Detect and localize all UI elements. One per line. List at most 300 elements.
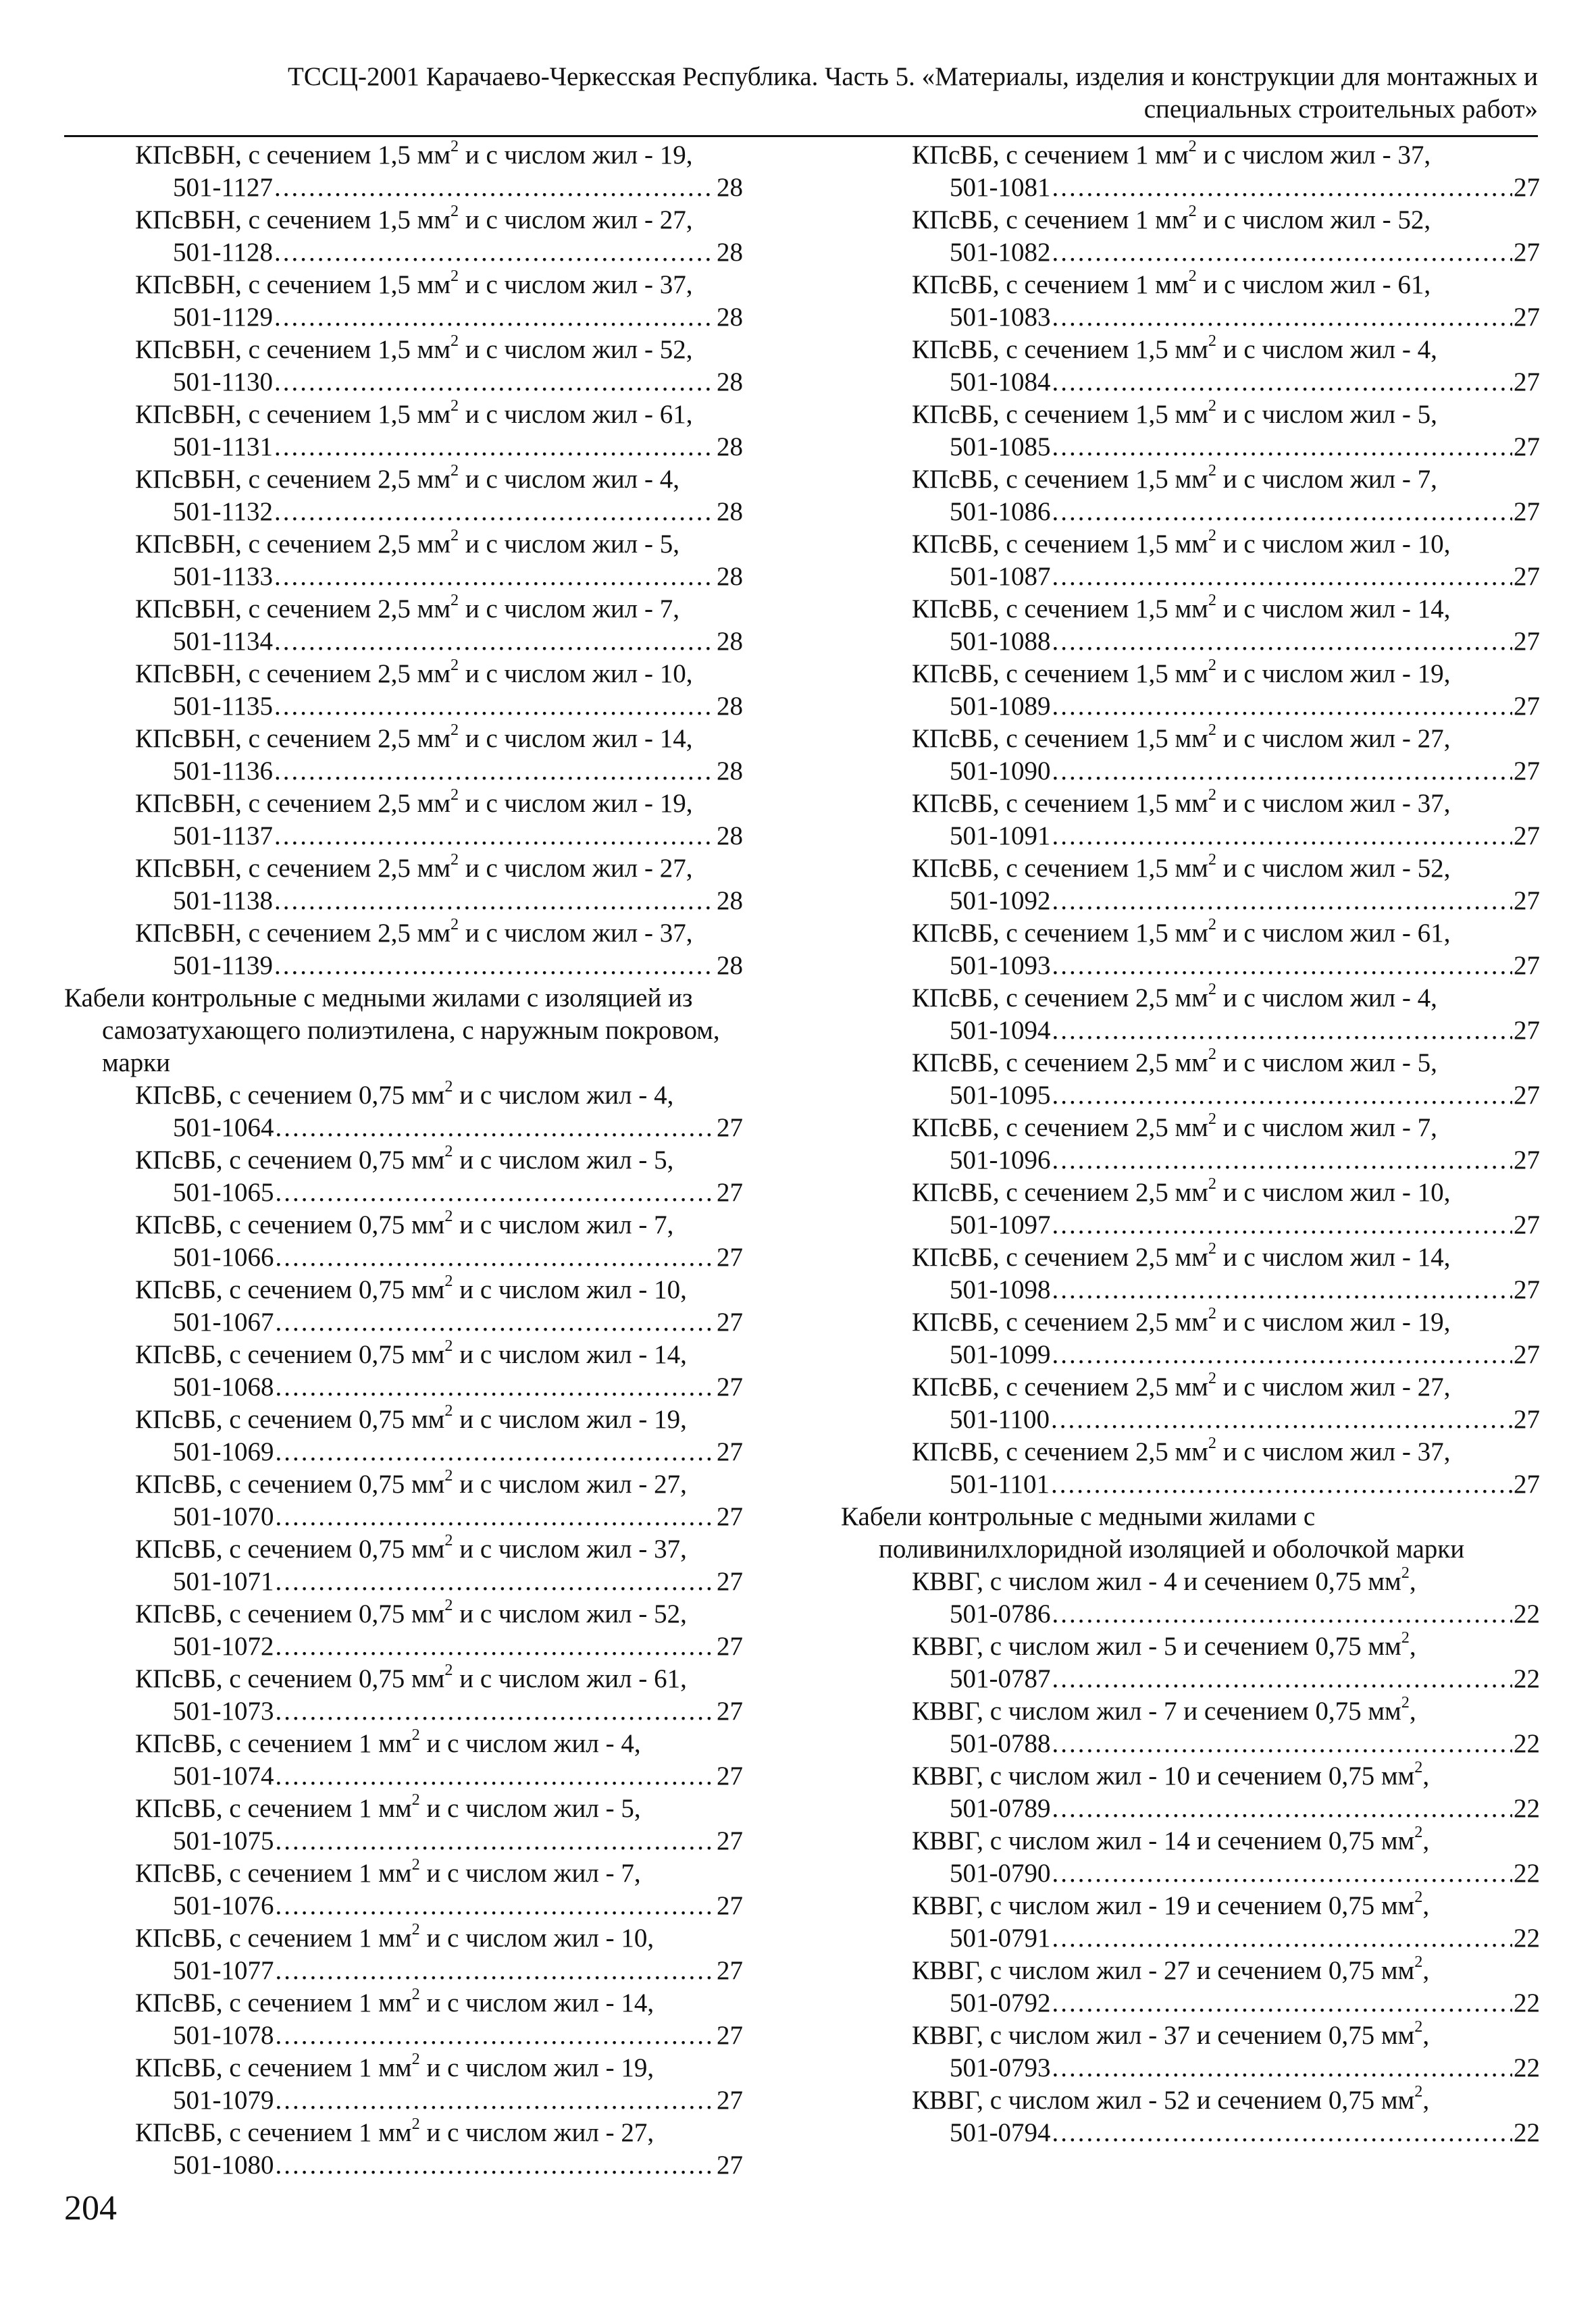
entry-brand: КПсВБ <box>912 400 993 429</box>
entry-code: 501-0787 <box>950 1664 1051 1693</box>
entry-description: КПсВБ, с сечением 0,75 $мм^2$ и с числом жил - 7, <box>135 1207 674 1239</box>
entry-description: КВВГ, с числом жил - 52 и сечением 0,75 $мм^2$, <box>912 2082 1430 2115</box>
entry-condition-rest: и с числом жил - 14, <box>1216 594 1451 623</box>
entry-superscript: 2 <box>444 1142 453 1161</box>
dot-leader <box>1052 172 1513 204</box>
entry-condition: с сечением 1 мм <box>1006 205 1189 234</box>
entry-brand: КПсВБ <box>912 919 993 948</box>
entry-condition: с сечением 2,5 мм <box>248 919 451 948</box>
entry-condition-rest: и с числом жил - 27, <box>1216 724 1451 753</box>
entry-page: 27 <box>1514 1405 1540 1434</box>
entry-condition: с сечением 0,75 мм <box>229 1470 445 1499</box>
entry-superscript: 2 <box>444 1337 453 1356</box>
entry-condition: с сечением 1,5 мм <box>1006 335 1208 364</box>
entry-condition-rest: и с числом жил - 61, <box>459 400 693 429</box>
entry-code: 501-1097 <box>950 1210 1051 1239</box>
entry-code: 501-1098 <box>950 1275 1051 1304</box>
dot-leader <box>274 366 715 398</box>
entry-reference <box>135 690 743 723</box>
entry-condition: с сечением 1,5 мм <box>248 205 451 234</box>
entry-condition-rest: и с числом жил - 5, <box>1216 1048 1437 1077</box>
entry-brand: КПсВБ <box>135 1729 216 1758</box>
index-entry <box>841 269 1540 334</box>
entry-code: 501-1133 <box>173 562 274 591</box>
entry-superscript: 2 <box>1414 1758 1423 1777</box>
dot-leader <box>1051 1404 1512 1436</box>
entry-page: 27 <box>717 1502 743 1531</box>
entry-description: КПсВБ, с сечением 2,5 $мм^2$ и с числом жил - 4, <box>912 980 1437 1012</box>
entry-brand: КПсВБ <box>912 594 993 623</box>
dot-leader <box>1052 1598 1513 1630</box>
entry-condition: с сечением 1 мм <box>229 1859 412 1888</box>
dot-leader <box>274 172 715 204</box>
entry-page: 28 <box>717 756 743 786</box>
entry-brand: КПсВБ <box>912 789 993 818</box>
entry-condition-rest: и с числом жил - 14, <box>453 1340 687 1369</box>
entry-code: 501-0792 <box>950 1988 1051 2017</box>
entry-code: 501-0791 <box>950 1924 1051 1953</box>
entry-condition-rest: и с числом жил - 4, <box>453 1081 674 1110</box>
entry-condition-rest: , <box>1422 1762 1430 1791</box>
entry-brand: КПсВБ <box>135 1535 216 1564</box>
entry-superscript: 2 <box>411 1791 420 1809</box>
index-entry <box>841 1371 1540 1436</box>
entry-page: 28 <box>717 951 743 980</box>
entry-brand: КПсВБ <box>912 335 993 364</box>
entry-page: 27 <box>1514 303 1540 332</box>
entry-superscript: 2 <box>1208 591 1216 610</box>
entry-code: 501-1138 <box>173 886 274 915</box>
entry-condition: с сечением 0,75 мм <box>229 1081 445 1110</box>
entry-reference <box>912 2117 1540 2149</box>
entry-brand: КВВГ <box>912 1697 977 1726</box>
dot-leader <box>1052 1793 1513 1825</box>
entry-brand: КПсВБН <box>135 919 236 948</box>
entry-description: КПсВБН, с сечением 2,5 $мм^2$ и с числом жил - 27, <box>135 850 693 883</box>
dot-leader <box>1052 366 1513 398</box>
entry-condition: с сечением 2,5 мм <box>248 594 451 623</box>
entry-description: КПсВБН, с сечением 2,5 $мм^2$ и с числом жил - 37, <box>135 915 693 948</box>
entry-brand: КПсВБ <box>912 1372 993 1402</box>
entry-condition-rest: и с числом жил - 19, <box>459 140 693 170</box>
entry-brand: КВВГ <box>912 1891 977 1920</box>
entry-condition-rest: и с числом жил - 19, <box>1216 659 1451 688</box>
index-entry <box>64 398 743 463</box>
entry-reference <box>912 1987 1540 2020</box>
page-number: 204 <box>64 2189 117 2228</box>
entry-brand: КПсВБ <box>135 1599 216 1628</box>
entry-condition-rest: и с числом жил - 19, <box>459 789 693 818</box>
entry-reference <box>912 755 1540 788</box>
entry-condition-rest: и с числом жил - 61, <box>453 1664 687 1693</box>
entry-reference <box>135 431 743 463</box>
entry-description: КВВГ, с числом жил - 7 и сечением 0,75 $мм^2$, <box>912 1693 1416 1726</box>
entry-description: КПсВБ, с сечением 1 $мм^2$ и с числом жил - 19, <box>135 2050 654 2082</box>
entry-superscript: 2 <box>1188 267 1197 286</box>
entry-brand: КПсВБ <box>912 1437 993 1466</box>
entry-code: 501-1067 <box>173 1308 274 1337</box>
entry-reference <box>912 1209 1540 1241</box>
entry-description: КПсВБ, с сечением 1 $мм^2$ и с числом жил - 10, <box>135 1920 654 1953</box>
entry-reference <box>912 1598 1540 1630</box>
entry-description: КПсВБ, с сечением 1 $мм^2$ и с числом жил - 7, <box>135 1855 641 1888</box>
entry-condition: с числом жил - 14 и сечением 0,75 мм <box>989 1826 1415 1855</box>
entry-condition: с сечением 2,5 мм <box>1006 1243 1208 1272</box>
entry-description: КВВГ, с числом жил - 27 и сечением 0,75 $мм^2$, <box>912 1953 1430 1985</box>
entry-condition-rest: и с числом жил - 52, <box>459 335 693 364</box>
entry-condition-rest: и с числом жил - 5, <box>459 530 680 559</box>
dot-leader <box>1052 1079 1513 1112</box>
entry-code: 501-1076 <box>173 1891 274 1920</box>
entry-code: 501-1095 <box>950 1081 1051 1110</box>
entry-description: КПсВБ, с сечением 2,5 $мм^2$ и с числом жил - 19, <box>912 1304 1451 1337</box>
entry-condition-rest: и с числом жил - 4, <box>1216 335 1437 364</box>
entry-code: 501-1093 <box>950 951 1051 980</box>
index-entry <box>64 1793 743 1857</box>
entry-page: 27 <box>1514 173 1540 202</box>
index-entry <box>841 1306 1540 1371</box>
entry-reference <box>912 431 1540 463</box>
entry-description: КПсВБН, с сечением 2,5 $мм^2$ и с числом жил - 10, <box>135 656 693 688</box>
entry-brand: КВВГ <box>912 2021 977 2050</box>
entry-page: 22 <box>1514 1794 1540 1823</box>
entry-condition-rest: , <box>1422 2086 1430 2115</box>
dot-leader <box>276 2149 716 2182</box>
entry-description: КПсВБН, с сечением 1,5 $мм^2$ и с числом жил - 61, <box>135 396 693 429</box>
entry-brand: КПсВБ <box>912 270 993 299</box>
entry-brand: КПсВБ <box>912 1048 993 1077</box>
entry-condition-rest: и с числом жил - 7, <box>1216 465 1437 494</box>
entry-superscript: 2 <box>411 1985 420 2004</box>
entry-reference <box>912 561 1540 593</box>
entry-condition-rest: и с числом жил - 10, <box>459 659 693 688</box>
entry-code: 501-0788 <box>950 1729 1051 1758</box>
entry-page: 28 <box>717 497 743 526</box>
entry-page: 27 <box>717 1372 743 1402</box>
entry-page: 28 <box>717 886 743 915</box>
entry-page: 27 <box>1514 1146 1540 1175</box>
entry-brand: КПсВБН <box>135 659 236 688</box>
dot-leader <box>276 1371 716 1404</box>
entry-code: 501-1101 <box>950 1470 1050 1499</box>
entry-code: 501-1073 <box>173 1697 274 1726</box>
section-heading <box>64 982 743 1079</box>
entry-code: 501-0789 <box>950 1794 1051 1823</box>
entry-superscript: 2 <box>444 1466 453 1485</box>
index-entry <box>841 788 1540 852</box>
index-entry <box>64 1663 743 1728</box>
entry-page: 27 <box>717 1308 743 1337</box>
dot-leader <box>1052 1209 1513 1241</box>
entry-description: КПсВБН, с сечением 2,5 $мм^2$ и с числом жил - 7, <box>135 591 680 623</box>
entry-superscript: 2 <box>1208 1239 1216 1258</box>
entry-brand: КВВГ <box>912 1567 977 1596</box>
entry-page: 22 <box>1514 2053 1540 2082</box>
entry-brand: КПсВБ <box>135 2118 216 2147</box>
entry-brand: КПсВБ <box>135 1794 216 1823</box>
entry-brand: КПсВБН <box>135 400 236 429</box>
entry-code: 501-1069 <box>173 1437 274 1466</box>
entry-code: 501-1070 <box>173 1502 274 1531</box>
entry-reference <box>135 950 743 982</box>
index-entry <box>841 852 1540 917</box>
entry-condition-rest: и с числом жил - 37, <box>1196 140 1431 170</box>
entry-code: 501-1132 <box>173 497 274 526</box>
entry-brand: КПсВБ <box>912 530 993 559</box>
entry-description: КПсВБ, с сечением 0,75 $мм^2$ и с числом жил - 61, <box>135 1661 687 1693</box>
entry-reference <box>135 820 743 852</box>
dot-leader <box>1052 820 1513 852</box>
entry-reference <box>135 366 743 398</box>
entry-reference <box>135 172 743 204</box>
entry-code: 501-1091 <box>950 821 1051 850</box>
entry-condition: с сечением 1 мм <box>1006 270 1189 299</box>
index-entry <box>64 139 743 204</box>
dot-leader <box>1052 1728 1513 1760</box>
entry-condition: с числом жил - 5 и сечением 0,75 мм <box>989 1632 1401 1661</box>
dot-leader <box>1051 1468 1512 1501</box>
entry-superscript: 2 <box>1208 980 1216 999</box>
entry-superscript: 2 <box>444 1077 453 1096</box>
entry-condition-rest: и с числом жил - 4, <box>1216 983 1437 1012</box>
entry-condition: с сечением 1,5 мм <box>248 140 451 170</box>
dot-leader <box>274 820 715 852</box>
entry-condition-rest: и с числом жил - 5, <box>1216 400 1437 429</box>
entry-code: 501-1068 <box>173 1372 274 1402</box>
index-entry <box>64 1533 743 1598</box>
section-heading-line: покровом, марки <box>102 1016 720 1077</box>
entry-superscript: 2 <box>451 915 459 934</box>
index-entry <box>841 528 1540 593</box>
entry-condition-rest: и с числом жил - 27, <box>453 1470 687 1499</box>
entry-brand: КПсВБ <box>135 2053 216 2082</box>
entry-description: КВВГ, с числом жил - 37 и сечением 0,75 $мм^2$, <box>912 2017 1430 2050</box>
entry-page: 27 <box>717 1826 743 1855</box>
entry-brand: КПсВБ <box>912 1178 993 1207</box>
entry-condition-rest: , <box>1409 1632 1416 1661</box>
index-entry <box>841 1241 1540 1306</box>
index-entry <box>64 269 743 334</box>
entry-page: 27 <box>717 1762 743 1791</box>
entry-condition-rest: и с числом жил - 5, <box>453 1146 674 1175</box>
dot-leader <box>276 1890 716 1922</box>
entry-reference <box>135 2084 743 2117</box>
entry-page: 22 <box>1514 1664 1540 1693</box>
index-entry <box>64 658 743 723</box>
entry-superscript: 2 <box>411 2115 420 2134</box>
entry-description: КВВГ, с числом жил - 5 и сечением 0,75 $мм^2$, <box>912 1628 1416 1661</box>
entry-code: 501-0786 <box>950 1599 1051 1628</box>
dot-leader <box>274 885 715 917</box>
dot-leader <box>276 1112 716 1144</box>
entry-description: КПсВБ, с сечением 2,5 $мм^2$ и с числом жил - 10, <box>912 1175 1451 1207</box>
section-heading-line: поливинилхлоридной изоляцией и оболочкой марки <box>879 1535 1465 1564</box>
entry-condition: с сечением 0,75 мм <box>229 1275 445 1304</box>
entry-superscript: 2 <box>411 1855 420 1874</box>
entry-superscript: 2 <box>451 591 459 610</box>
entry-superscript: 2 <box>451 786 459 804</box>
entry-brand: КВВГ <box>912 1762 977 1791</box>
entry-condition: с сечением 2,5 мм <box>248 659 451 688</box>
index-entry <box>64 1209 743 1274</box>
dot-leader <box>1052 1144 1513 1177</box>
entry-condition: с сечением 1,5 мм <box>1006 400 1208 429</box>
entry-superscript: 2 <box>451 461 459 480</box>
entry-code: 501-1087 <box>950 562 1051 591</box>
entry-superscript: 2 <box>451 332 459 351</box>
entry-reference <box>912 1468 1540 1501</box>
entry-reference <box>135 1501 743 1533</box>
entry-brand: КПсВБ <box>912 465 993 494</box>
entry-condition-rest: и с числом жил - 10, <box>1216 530 1451 559</box>
entry-brand: КПсВБ <box>135 1275 216 1304</box>
entry-code: 501-1072 <box>173 1632 274 1661</box>
entry-description: КПсВБН, с сечением 2,5 $мм^2$ и с числом жил - 14, <box>135 721 693 753</box>
entry-code: 501-1092 <box>950 886 1051 915</box>
entry-page: 27 <box>717 1891 743 1920</box>
entry-reference <box>912 1663 1540 1695</box>
dot-leader <box>1052 1274 1513 1306</box>
entry-code: 501-1134 <box>173 627 274 656</box>
entry-description: КПсВБ, с сечением 0,75 $мм^2$ и с числом жил - 37, <box>135 1531 687 1564</box>
entry-condition-rest: и с числом жил - 37, <box>459 270 693 299</box>
entry-condition-rest: и с числом жил - 4, <box>419 1729 641 1758</box>
entry-page: 27 <box>1514 1340 1540 1369</box>
entry-description: КПсВБ, с сечением 0,75 $мм^2$ и с числом жил - 5, <box>135 1142 674 1175</box>
entry-brand: КПсВБ <box>135 1340 216 1369</box>
entry-condition: с сечением 1,5 мм <box>1006 659 1208 688</box>
entry-condition-rest: и с числом жил - 61, <box>1216 919 1451 948</box>
entry-code: 501-1078 <box>173 2021 274 2050</box>
entry-superscript: 2 <box>1208 850 1216 869</box>
index-entry <box>64 852 743 917</box>
index-entry <box>841 1630 1540 1695</box>
entry-brand: КПсВБН <box>135 465 236 494</box>
entry-condition: с сечением 1 мм <box>1006 140 1189 170</box>
entry-condition: с сечением 1 мм <box>229 1794 412 1823</box>
entry-condition: с сечением 2,5 мм <box>248 465 451 494</box>
dot-leader <box>1052 301 1513 334</box>
entry-page: 28 <box>717 238 743 267</box>
entry-condition-rest: и с числом жил - 37, <box>1216 789 1451 818</box>
entry-condition: с числом жил - 10 и сечением 0,75 мм <box>989 1762 1415 1791</box>
entry-code: 501-1096 <box>950 1146 1051 1175</box>
entry-brand: КПсВБН <box>135 854 236 883</box>
entry-brand: КПсВБ <box>912 659 993 688</box>
entry-reference <box>912 885 1540 917</box>
entry-description: КПсВБН, с сечением 1,5 $мм^2$ и с числом жил - 52, <box>135 332 693 364</box>
entry-condition-rest: и с числом жил - 27, <box>459 854 693 883</box>
entry-page: 28 <box>717 303 743 332</box>
entry-brand: КПсВБН <box>135 270 236 299</box>
dot-leader <box>1052 561 1513 593</box>
index-entry <box>841 1566 1540 1630</box>
entry-condition: с сечением 2,5 мм <box>1006 1437 1208 1466</box>
entry-reference <box>135 1890 743 1922</box>
index-column-left <box>64 139 743 2182</box>
entry-code: 501-1135 <box>173 692 274 721</box>
entry-brand: КПсВБ <box>912 854 993 883</box>
entry-code: 501-1082 <box>950 238 1051 267</box>
entry-reference <box>135 1760 743 1793</box>
entry-brand: КПсВБ <box>912 1113 993 1142</box>
entry-condition: с сечением 1 мм <box>229 2118 412 2147</box>
entry-superscript: 2 <box>1188 137 1197 156</box>
entry-superscript: 2 <box>451 396 459 415</box>
entry-condition-rest: и с числом жил - 52, <box>1216 854 1451 883</box>
section-heading-line: Кабели контрольные с медными жилами с <box>841 1502 1316 1531</box>
entry-condition-rest: и с числом жил - 5, <box>419 1794 641 1823</box>
index-entry <box>64 1857 743 1922</box>
entry-condition: с числом жил - 19 и сечением 0,75 мм <box>989 1891 1415 1920</box>
index-entry <box>64 1728 743 1793</box>
entry-description: КПсВБ, с сечением 0,75 $мм^2$ и с числом жил - 19, <box>135 1402 687 1434</box>
entry-brand: КПсВБ <box>135 1988 216 2017</box>
entry-code: 501-1129 <box>173 303 274 332</box>
entry-superscript: 2 <box>444 1402 453 1420</box>
index-entry <box>64 788 743 852</box>
entry-brand: КПсВБН <box>135 335 236 364</box>
index-entry <box>64 723 743 788</box>
entry-superscript: 2 <box>411 1726 420 1745</box>
index-column-right <box>841 139 1540 2149</box>
entry-brand: КПсВБ <box>135 1664 216 1693</box>
entry-reference <box>912 1404 1540 1436</box>
entry-condition-rest: и с числом жил - 52, <box>453 1599 687 1628</box>
entry-page: 27 <box>1514 1210 1540 1239</box>
section-heading <box>841 1501 1540 1566</box>
entry-description: КПсВБ, с сечением 1 $мм^2$ и с числом жил - 5, <box>135 1791 641 1823</box>
dot-leader <box>276 2084 716 2117</box>
entry-reference <box>912 1079 1540 1112</box>
entry-condition-rest: и с числом жил - 14, <box>419 1988 654 2017</box>
entry-condition-rest: и с числом жил - 4, <box>459 465 680 494</box>
entry-description: КПсВБН, с сечением 2,5 $мм^2$ и с числом жил - 5, <box>135 526 680 559</box>
entry-superscript: 2 <box>451 656 459 675</box>
entry-description: КПсВБ, с сечением 1 $мм^2$ и с числом жил - 52, <box>912 202 1431 234</box>
entry-description: КПсВБ, с сечением 0,75 $мм^2$ и с числом жил - 4, <box>135 1077 674 1110</box>
entry-reference <box>912 172 1540 204</box>
entry-page: 27 <box>1514 1081 1540 1110</box>
entry-condition: с сечением 2,5 мм <box>1006 983 1208 1012</box>
entry-description: КПсВБ, с сечением 2,5 $мм^2$ и с числом жил - 7, <box>912 1110 1437 1142</box>
entry-condition-rest: и с числом жил - 10, <box>1216 1178 1451 1207</box>
entry-brand: КВВГ <box>912 2086 977 2115</box>
entry-code: 501-1127 <box>173 173 274 202</box>
entry-brand: КПсВБН <box>135 530 236 559</box>
index-entry <box>841 139 1540 204</box>
running-header-line-1: ТССЦ-2001 Карачаево-Черкесская Республика. Часть 5. «Материалы, изделия и конструкции для монтажных и <box>288 62 1538 91</box>
dot-leader <box>276 2020 716 2052</box>
entry-page: 28 <box>717 821 743 850</box>
dot-leader <box>1052 1857 1513 1890</box>
entry-condition: с сечением 2,5 мм <box>248 530 451 559</box>
index-entry <box>841 1825 1540 1890</box>
entry-condition: с числом жил - 52 и сечением 0,75 мм <box>989 2086 1415 2115</box>
entry-page: 28 <box>717 367 743 396</box>
entry-condition-rest: и с числом жил - 37, <box>453 1535 687 1564</box>
entry-page: 27 <box>717 1697 743 1726</box>
entry-reference <box>912 1793 1540 1825</box>
entry-reference <box>135 561 743 593</box>
entry-reference <box>135 1436 743 1468</box>
entry-reference <box>135 1630 743 1663</box>
dot-leader <box>276 1566 716 1598</box>
entry-superscript: 2 <box>1208 1434 1216 1453</box>
dot-leader <box>1052 1014 1513 1047</box>
entry-description: КПсВБ, с сечением 1,5 $мм^2$ и с числом жил - 4, <box>912 332 1437 364</box>
entry-page: 28 <box>717 692 743 721</box>
